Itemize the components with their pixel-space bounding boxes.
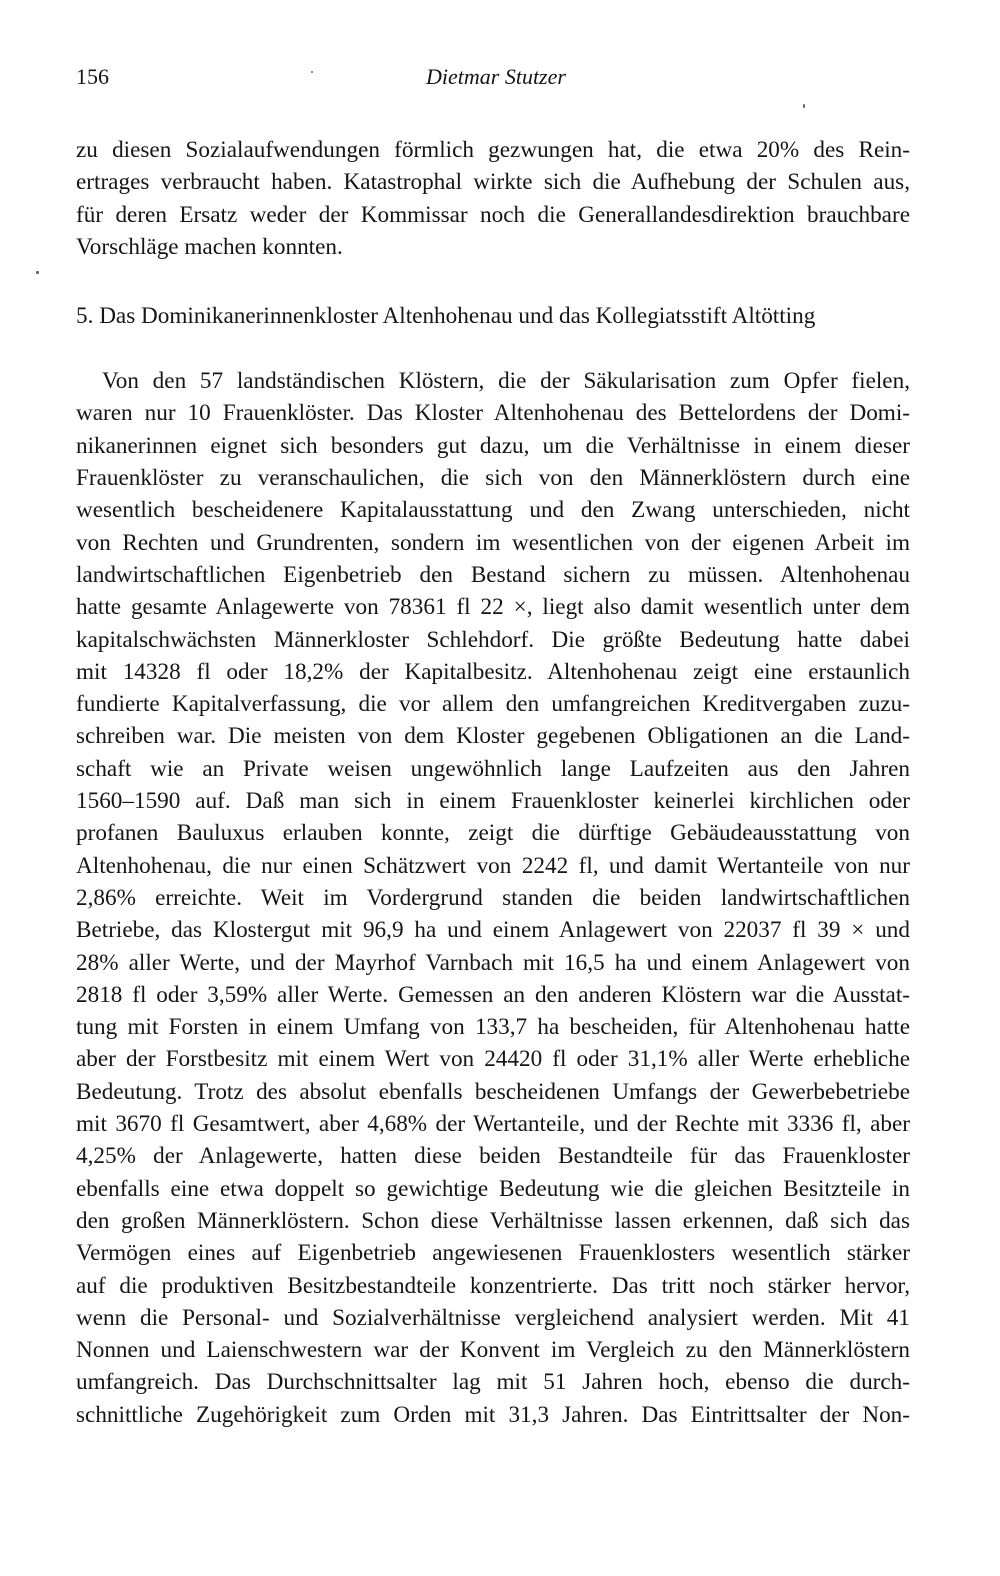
text-line: auf die produktiven Besitzbestandteile konzentrierte. Das tritt noch stärker hervor, (76, 1272, 910, 1299)
text-line: Nonnen und Laienschwestern war der Konvent im Vergleich zu den Männerklöstern (76, 1337, 910, 1364)
text-line: nikanerinnen eignet sich besonders gut dazu, um die Verhältnisse in einem dieser (76, 432, 910, 459)
text-line: den großen Männerklöstern. Schon diese Verhältnisse lassen erkennen, daß sich das (76, 1207, 910, 1234)
text-line: kapitalschwächsten Männerkloster Schlehdorf. Die größte Bedeutung hatte dabei (76, 626, 910, 653)
text-line: 28% aller Werte, und der Mayrhof Varnbach mit 16,5 ha und einem Anlagewert von (76, 949, 910, 976)
text-line: profanen Bauluxus erlauben konnte, zeigt die dürftige Gebäudeausstattung von (76, 820, 910, 847)
text-line: wenn die Personal- und Sozialverhältnisse vergleichend analysiert werden. Mit 41 (76, 1304, 910, 1331)
text-line: von Rechten und Grundrenten, sondern im wesentlichen von der eigenen Arbeit im (76, 529, 910, 556)
text-line: Von den 57 landständischen Klöstern, die der Säkularisation zum Opfer fielen, (102, 368, 910, 395)
text-line: umfangreich. Das Durchschnittsalter lag mit 51 Jahren hoch, ebenso die durch- (76, 1369, 910, 1396)
text-line: Altenhohenau, die nur einen Schätzwert von 2242 fl, und damit Wertanteile von nur (76, 852, 910, 879)
text-line: wesentlich bescheidenere Kapitalausstattung und den Zwang unterschieden, nicht (76, 497, 910, 524)
paragraph-main (76, 365, 910, 1431)
text-line: ertrages verbraucht haben. Katastrophal wirkte sich die Aufhebung der Schulen aus, (76, 169, 910, 196)
book-page (76, 58, 910, 1431)
text-line: mit 14328 fl oder 18,2% der Kapitalbesitz. Altenhohenau zeigt eine erstaunlich (76, 658, 910, 685)
paragraph-continuation (76, 134, 910, 263)
running-head-author: Dietmar Stutzer (426, 64, 566, 89)
text-line: ebenfalls eine etwa doppelt so gewichtige Bedeutung wie die gleichen Besitzteile in (76, 1175, 910, 1202)
text-line: tung mit Forsten in einem Umfang von 133,7 ha bescheiden, für Altenhohenau hatte (76, 1014, 910, 1041)
text-line: waren nur 10 Frauenklöster. Das Kloster Altenhohenau des Bettelordens der Domi- (76, 400, 910, 427)
text-line: schnittliche Zugehörigkeit zum Orden mit 31,3 Jahren. Das Eintrittsalter der Non- (76, 1401, 910, 1428)
scan-speck (36, 271, 39, 274)
text-line: Vermögen eines auf Eigenbetrieb angewiesenen Frauenklosters wesentlich stärker (76, 1240, 910, 1267)
text-line: hatte gesamte Anlagewerte von 78361 fl 22 ×, liegt also damit wesentlich unter dem (76, 594, 910, 621)
text-line: Betriebe, das Klostergut mit 96,9 ha und einem Anlagewert von 22037 fl 39 × und (76, 917, 910, 944)
scan-speck (311, 71, 313, 73)
text-line: für deren Ersatz weder der Kommissar noch die Generallandesdirektion brauchbare (76, 201, 910, 228)
text-line: Bedeutung. Trotz des absolut ebenfalls bescheidenen Umfangs der Gewerbebetriebe (76, 1078, 910, 1105)
text-line: Frauenklöster zu veranschaulichen, die sich von den Männerklöstern durch eine (76, 465, 910, 492)
text-line: mit 3670 fl Gesamtwert, aber 4,68% der Wertanteile, und der Rechte mit 3336 fl, aber (76, 1111, 910, 1138)
text-line: schreiben war. Die meisten von dem Kloster gegebenen Obligationen an die Land- (76, 723, 910, 750)
scan-speck (803, 104, 805, 108)
text-line: landwirtschaftlichen Eigenbetrieb den Bestand sichern zu müssen. Altenhohenau (76, 561, 910, 588)
text-line: schaft wie an Private weisen ungewöhnlich lange Laufzeiten aus den Jahren (76, 755, 910, 782)
text-line: fundierte Kapitalverfassung, die vor allem den umfangreichen Kreditvergaben zuzu- (76, 691, 910, 718)
text-line: 4,25% der Anlagewerte, hatten diese beiden Bestandteile für das Frauenkloster (76, 1143, 910, 1170)
page-number: 156 (76, 64, 109, 89)
running-head (76, 58, 910, 98)
text-line: zu diesen Sozialaufwendungen förmlich gezwungen hat, die etwa 20% des Rein- (76, 137, 910, 163)
text-line: aber der Forstbesitz mit einem Wert von 24420 fl oder 31,1% aller Werte erhebliche (76, 1046, 910, 1073)
section-heading: 5. Das Dominikanerinnenkloster Altenhohenau und das Kollegiatsstift Altötting (76, 303, 816, 330)
text-line: Vorschläge machen konnten. (76, 233, 343, 260)
text-line: 1560–1590 auf. Daß man sich in einem Frauenkloster keinerlei kirchlichen oder (76, 788, 910, 815)
text-line: 2818 fl oder 3,59% aller Werte. Gemessen an den anderen Klöstern war die Ausstat- (76, 981, 910, 1008)
text-line: 2,86% erreichte. Weit im Vordergrund standen die beiden landwirtschaftlichen (76, 884, 910, 911)
